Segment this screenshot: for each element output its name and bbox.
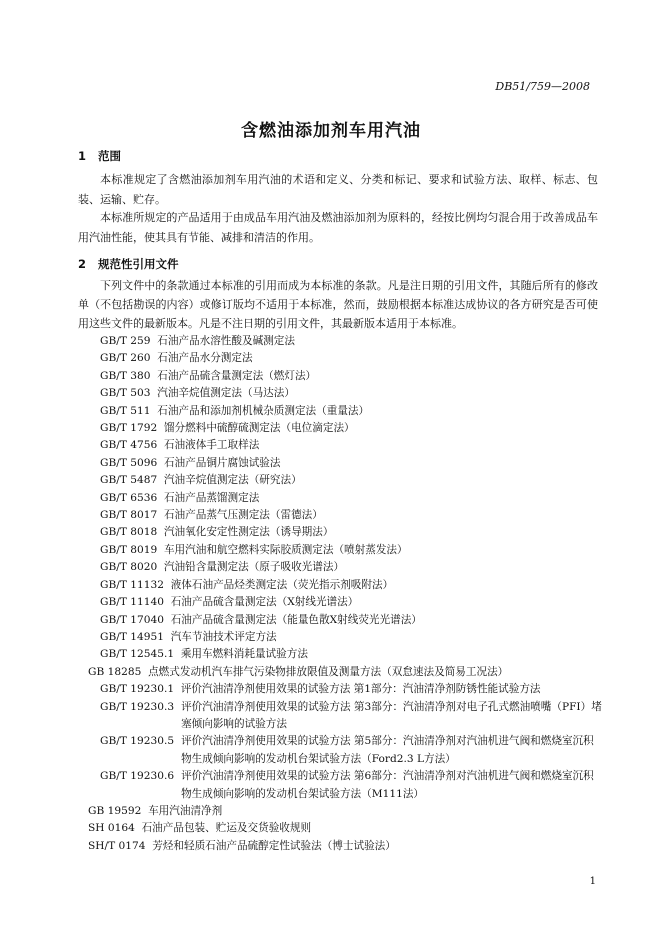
reference-item: GB/T 4756 石油液体手工取样法 <box>100 439 260 452</box>
section-1-paragraph-1: 本标准规定了含燃油添加剂车用汽油的术语和定义、分类和标记、要求和试验方法、取样、标志、包装、运输、贮存。 <box>78 173 598 206</box>
reference-item: GB/T 503 汽油辛烷值测定法（马达法） <box>100 387 295 400</box>
reference-item: GB/T 260 石油产品水分测定法 <box>100 352 253 365</box>
reference-item: GB/T 8017 石油产品蒸气压测定法（雷德法） <box>100 509 323 522</box>
reference-item: GB 19592 车用汽油清净剂 <box>88 804 223 817</box>
reference-item: GB/T 19230.5 评价汽油清净剂使用效果的试验方法 第5部分：汽油清净剂对汽油机进气阀和燃烧室沉积物生成倾向影响的发动机台架试验方法（Ford2.3 L方法） <box>100 735 594 765</box>
reference-item: GB/T 14951 汽车节油技术评定方法 <box>100 630 277 643</box>
reference-item: GB/T 17040 石油产品硫含量测定法（能量色散X射线荧光光谱法） <box>100 613 422 626</box>
reference-item: GB/T 19230.3 评价汽油清净剂使用效果的试验方法 第3部分：汽油清净剂对电子孔式燃油喷嘴（PFI）堵塞倾向影响的试验方法 <box>100 700 602 730</box>
reference-item: GB/T 259 石油产品水溶性酸及碱测定法 <box>100 335 295 347</box>
reference-item: GB 18285 点燃式发动机汽车排气污染物排放限值及测量方法（双怠速法及简易工况法） <box>88 665 509 678</box>
reference-item: GB/T 12545.1 乘用车燃料消耗量试验方法 <box>100 648 308 661</box>
reference-item: GB/T 511 石油产品和添加剂机械杂质测定法（重量法） <box>100 404 370 417</box>
reference-item: GB/T 11132 液体石油产品烃类测定法（荧光指示剂吸附法） <box>100 578 394 591</box>
page-title: 含燃油添加剂车用汽油 <box>241 121 421 141</box>
reference-item: GB/T 6536 石油产品蒸馏测定法 <box>100 491 260 504</box>
reference-list <box>88 333 602 855</box>
reference-item: SH 0164 石油产品包装、贮运及交货验收规则 <box>88 822 312 835</box>
reference-item: GB/T 19230.1 评价汽油清净剂使用效果的试验方法 第1部分：汽油清净剂防锈性能试验方法 <box>100 683 541 696</box>
reference-item: GB/T 1792 馏分燃料中硫醇硫测定法（电位滴定法） <box>100 422 355 435</box>
section-1-title: 范围 <box>98 149 121 163</box>
reference-item: GB/T 8018 汽油氧化安定性测定法（诱导期法） <box>100 526 334 539</box>
reference-item: GB/T 5096 石油产品铜片腐蚀试验法 <box>100 456 281 469</box>
section-1-heading <box>78 148 121 164</box>
reference-item: GB/T 8020 汽油铅含量测定法（原子吸收光谱法） <box>100 561 345 574</box>
reference-item: SH/T 0174 芳烃和轻质石油产品硫醇定性试验法（博士试验法） <box>88 839 396 852</box>
reference-item: GB/T 19230.6 评价汽油清净剂使用效果的试验方法 第6部分：汽油清净剂对汽油机进气阀和燃烧室沉积物生成倾向影响的发动机台架试验方法（M111法） <box>100 770 594 800</box>
section-2-heading <box>78 256 179 272</box>
reference-item: GB/T 5487 汽油辛烷值测定法（研究法） <box>100 474 302 487</box>
reference-item: GB/T 11140 石油产品硫含量测定法（X射线光谱法） <box>100 596 359 609</box>
page-number: 1 <box>589 876 596 887</box>
section-2-paragraph: 下列文件中的条款通过本标准的引用而成为本标准的条款。凡是注日期的引用文件，其随后所有的修改单（不包括勘误的内容）或修订版均不适用于本标准，然而，鼓励根据本标准达成协议的各方研究是否可使用这些文件的最新版本。凡是不注日期的引用文件，其最新版本适用于本标准。 <box>78 279 598 330</box>
reference-item: GB/T 8019 车用汽油和航空燃料实际胶质测定法（喷射蒸发法） <box>100 543 408 556</box>
section-1-number: 1 <box>78 149 87 163</box>
doc-code: DB51/759—2008 <box>495 80 590 93</box>
section-1-paragraph-2: 本标准所规定的产品适用于由成品车用汽油及燃油添加剂为原料的，经按比例均匀混合用于改善成品车用汽油性能，使其具有节能、减排和清洁的作用。 <box>78 211 598 244</box>
reference-item: GB/T 380 石油产品硫含量测定法（燃灯法） <box>100 369 317 382</box>
section-2-number: 2 <box>78 257 87 271</box>
section-2-title: 规范性引用文件 <box>98 257 179 271</box>
